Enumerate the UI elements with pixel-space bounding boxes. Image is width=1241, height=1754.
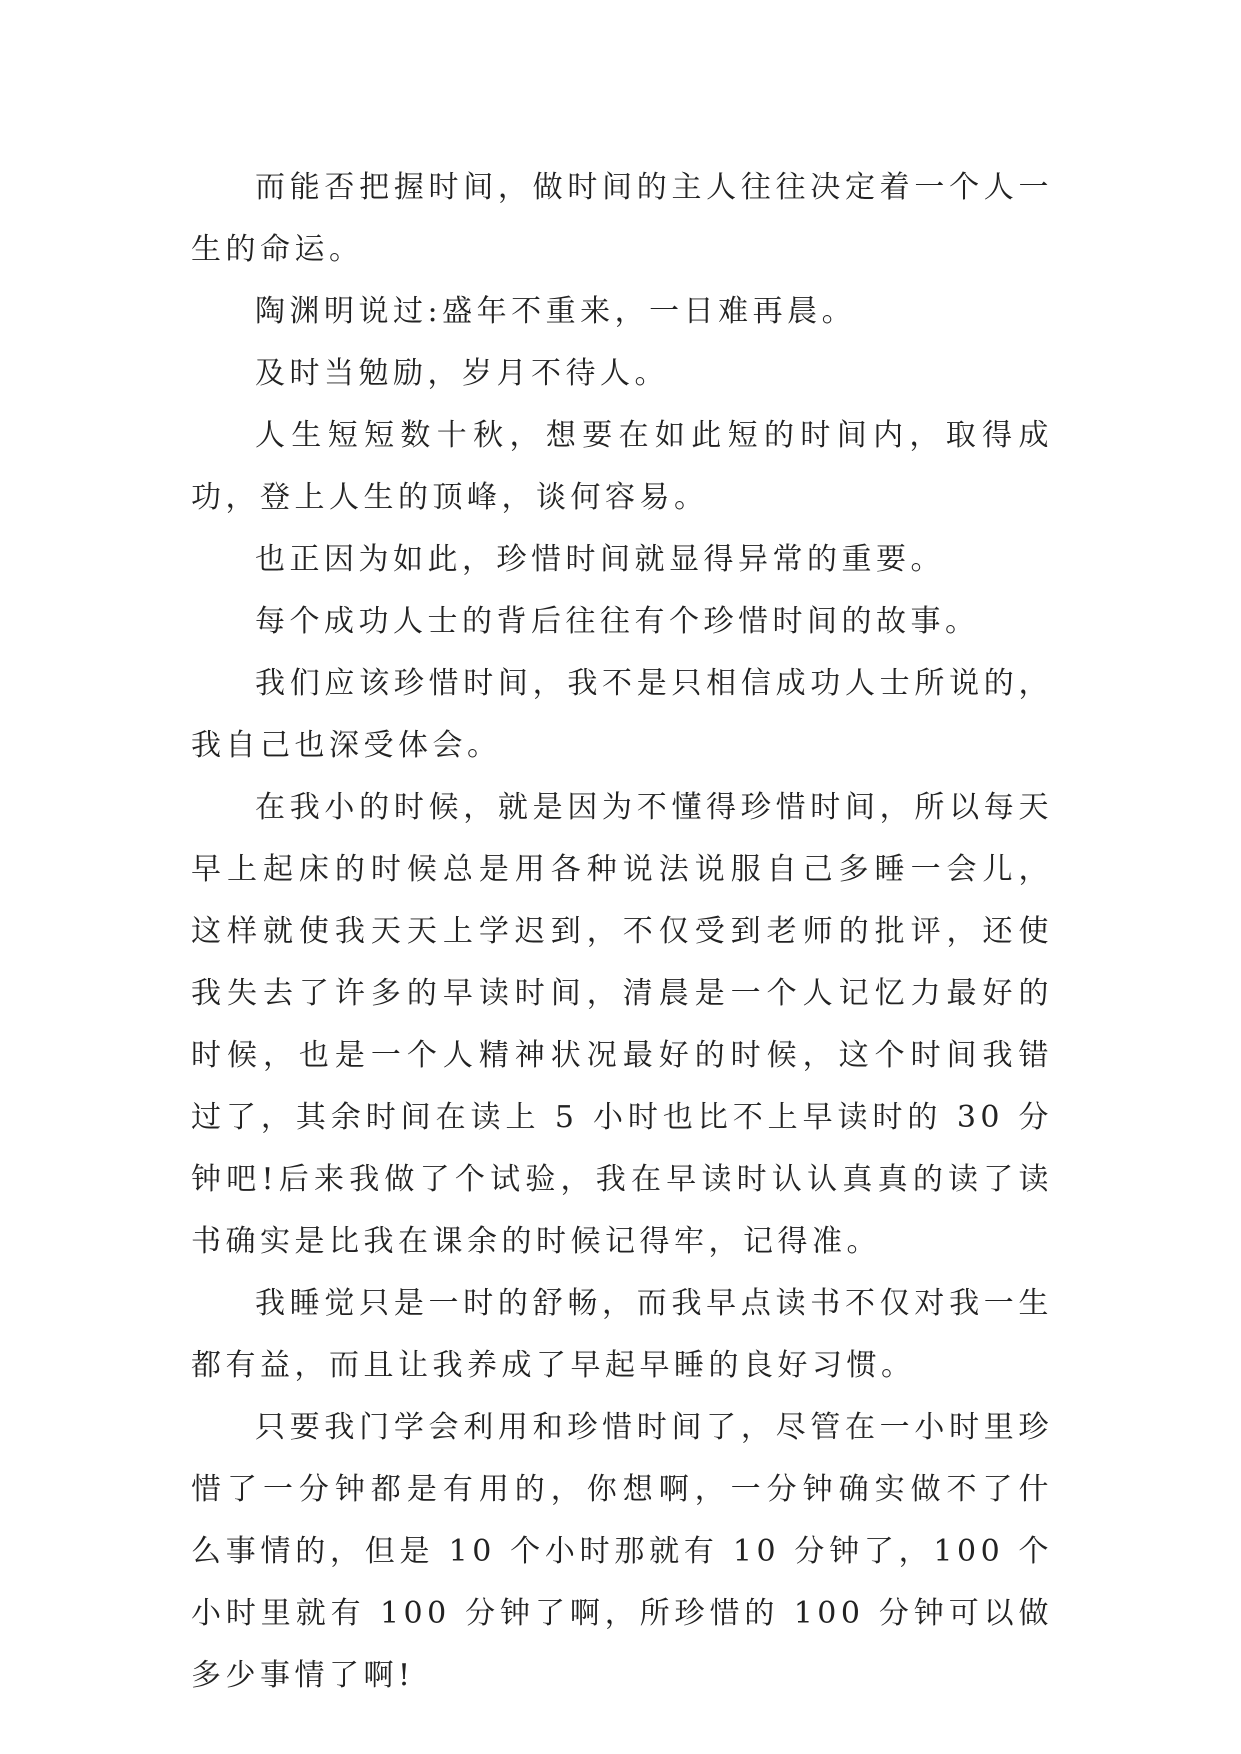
paragraph: 在我小的时候，就是因为不懂得珍惜时间，所以每天早上起床的时候总是用各种说法说服自己多睡一会儿，这样就使我天天上学迟到，不仅受到老师的批评，还使我失去了许多的早读时间，清晨是一个人记忆力最好的时候，也是一个人精神状况最好的时候，这个时间我错过了，其余时间在读上 5 小时也比不上早读时的 30 分钟吧!后来我做了个试验，我在早读时认认真真的读了读书确实是比我在课余的时候记得牢，记得准。 [191, 790, 1053, 1259]
paragraph: 而能否把握时间，做时间的主人往往决定着一个人一生的命运。 [191, 170, 1053, 267]
paragraph: 人生短短数十秋，想要在如此短的时间内，取得成功，登上人生的顶峰，谈何容易。 [191, 418, 1053, 515]
paragraph: 我睡觉只是一时的舒畅，而我早点读书不仅对我一生都有益，而且让我养成了早起早睡的良好习惯。 [191, 1286, 1053, 1383]
paragraph: 陶渊明说过:盛年不重来，一日难再晨。 [255, 294, 857, 329]
paragraph: 及时当勉励，岁月不待人。 [255, 356, 669, 391]
paragraph: 也正因为如此，珍惜时间就显得异常的重要。 [255, 542, 945, 577]
paragraph: 我们应该珍惜时间，我不是只相信成功人士所说的，我自己也深受体会。 [191, 666, 1053, 763]
paragraph: 每个成功人士的背后往往有个珍惜时间的故事。 [255, 604, 980, 639]
paragraph: 只要我门学会利用和珍惜时间了，尽管在一小时里珍惜了一分钟都是有用的，你想啊，一分钟确实做不了什么事情的，但是 10 个小时那就有 10 分钟了，100 个小时里就有 100 分钟了啊，所珍惜的 100 分钟可以做多少事情了啊! [191, 1410, 1053, 1693]
document-body [191, 157, 1053, 1707]
